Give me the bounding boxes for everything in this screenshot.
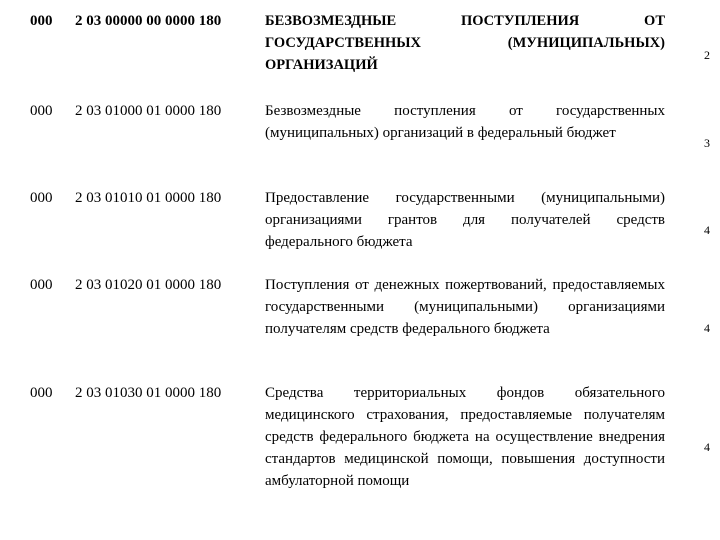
table-row — [30, 10, 710, 100]
revenue-name: Средства территориальных фондов обязательного медицинского страхования, предоставляемые получателям средств федерального бюджета на осуществление внедрения стандартов медицинской помощи, повышения доступности амбулаторной помощи — [265, 385, 665, 489]
classification-code: 2 03 01020 01 0000 180 — [75, 277, 222, 293]
revenue-name: Предоставление государственными (муниципальными) организациями грантов для получателей средств федерального бюджета — [265, 190, 665, 250]
classification-code: 2 03 01010 01 0000 180 — [75, 190, 222, 206]
footnote-ref: 4 — [704, 223, 710, 237]
classification-code: 2 03 01030 01 0000 180 — [75, 385, 222, 401]
admin-code: 000 — [30, 103, 53, 119]
table-row — [30, 100, 710, 187]
footnote-ref: 4 — [704, 320, 710, 335]
classification-code: 2 03 00000 00 0000 180 — [75, 13, 222, 29]
table-row — [30, 382, 710, 512]
classification-code: 2 03 01000 01 0000 180 — [75, 103, 222, 119]
footnote-ref: 3 — [704, 136, 710, 150]
admin-code: 000 — [30, 385, 53, 401]
revenue-name: Безвозмездные поступления от государственных (муниципальных) организаций в федеральный бюджет — [265, 103, 665, 141]
admin-code: 000 — [30, 277, 53, 293]
revenue-name: БЕЗВОЗМЕЗДНЫЕ ПОСТУПЛЕНИЯ ОТ ГОСУДАРСТВЕННЫХ (МУНИЦИПАЛЬНЫХ) ОРГАНИЗАЦИЙ — [265, 13, 665, 73]
table-row — [30, 274, 710, 382]
footnote-ref: 4 — [704, 439, 710, 454]
budget-classification-table — [30, 10, 710, 512]
table-row — [30, 187, 710, 274]
admin-code: 000 — [30, 190, 53, 206]
admin-code: 000 — [30, 13, 53, 29]
revenue-name: Поступления от денежных пожертвований, предоставляемых государственными (муниципальными) организациями получателям средств федерального бюджета — [265, 277, 665, 337]
footnote-ref: 2 — [704, 47, 710, 62]
